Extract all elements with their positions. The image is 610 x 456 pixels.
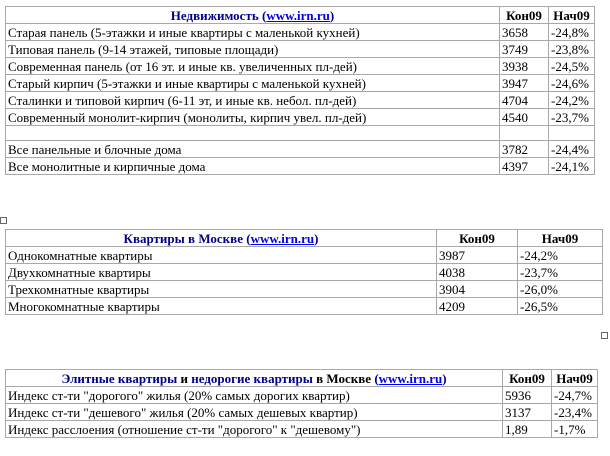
row-label: Сталинки и типовой кирпич (6-11 эт, и иные кв. небол. пл-дей) bbox=[6, 92, 500, 109]
table-row bbox=[6, 41, 595, 58]
row-label: Трехкомнатные квартиры bbox=[6, 281, 437, 298]
row-value-kon09: 3658 bbox=[500, 24, 549, 41]
table-header-row bbox=[6, 230, 603, 247]
row-label: Все монолитные и кирпичные дома bbox=[6, 158, 500, 175]
row-value-nach09: -24,2% bbox=[549, 92, 595, 109]
col-header-kon09: Кон09 bbox=[437, 230, 518, 247]
row-value-nach09: -23,8% bbox=[549, 41, 595, 58]
table-row bbox=[6, 421, 598, 438]
row-value-nach09: -23,7% bbox=[518, 264, 603, 281]
row-label: Типовая панель (9-14 этажей, типовые площади) bbox=[6, 41, 500, 58]
table-title-moscow: в Москве bbox=[316, 370, 372, 386]
row-value-kon09: 4397 bbox=[500, 158, 549, 175]
row-value-nach09: -24,6% bbox=[549, 75, 595, 92]
row-label: Индекс ст-ти "дешевого" жилья (20% самых дешевых квартир) bbox=[6, 404, 503, 421]
row-label: Старая панель (5-этажки и иные квартиры с маленькой кухней) bbox=[6, 24, 500, 41]
table-row bbox=[6, 264, 603, 281]
table-row bbox=[6, 24, 595, 41]
row-value-nach09: -24,1% bbox=[549, 158, 595, 175]
row-label: Современная панель (от 16 эт. и иные кв. увеличенных пл-дей) bbox=[6, 58, 500, 75]
row-value-nach09: -23,4% bbox=[552, 404, 598, 421]
table-title-cheap: недорогие квартиры bbox=[191, 370, 313, 386]
row-value-nach09: -24,2% bbox=[518, 247, 603, 264]
row-value-nach09: -24,7% bbox=[552, 387, 598, 404]
row-value-nach09: -26,0% bbox=[518, 281, 603, 298]
col-header-kon09: Кон09 bbox=[503, 370, 552, 387]
table-row bbox=[6, 387, 598, 404]
elite-vs-cheap-table bbox=[5, 369, 598, 438]
row-value-nach09: -24,8% bbox=[549, 24, 595, 41]
row-value-kon09: 1,89 bbox=[503, 421, 552, 438]
table-row bbox=[6, 75, 595, 92]
irn-link[interactable]: www.irn.ru bbox=[250, 230, 315, 246]
table-row bbox=[6, 281, 603, 298]
real-estate-table bbox=[5, 6, 595, 175]
row-value-nach09: -24,4% bbox=[549, 141, 595, 158]
moscow-apartments-table bbox=[5, 229, 603, 315]
row-value-kon09: 4540 bbox=[500, 109, 549, 126]
irn-link[interactable]: www.irn.ru bbox=[378, 370, 443, 386]
row-value-kon09: 3987 bbox=[437, 247, 518, 264]
table-row bbox=[6, 247, 603, 264]
row-value-nach09: -24,5% bbox=[549, 58, 595, 75]
row-value-kon09: 3904 bbox=[437, 281, 518, 298]
row-value-nach09: -1,7% bbox=[552, 421, 598, 438]
table-title-text: Квартиры в Москве bbox=[123, 230, 243, 246]
col-header-nach09: Нач09 bbox=[549, 7, 595, 24]
table-row bbox=[6, 298, 603, 315]
table-move-handle-icon[interactable] bbox=[0, 217, 7, 224]
row-label: Двухкомнатные квартиры bbox=[6, 264, 437, 281]
empty-row bbox=[6, 126, 595, 141]
row-label: Современный монолит-кирпич (монолиты, кирпич увел. пл-дей) bbox=[6, 109, 500, 126]
row-value-kon09: 3938 bbox=[500, 58, 549, 75]
table-title: Недвижимость (www.irn.ru) bbox=[6, 7, 500, 24]
row-value-kon09: 3782 bbox=[500, 141, 549, 158]
summary-row bbox=[6, 141, 595, 158]
row-value-kon09: 5936 bbox=[503, 387, 552, 404]
col-header-kon09: Кон09 bbox=[500, 7, 549, 24]
row-value-nach09: -26,5% bbox=[518, 298, 603, 315]
row-value-nach09: -23,7% bbox=[549, 109, 595, 126]
table-title-text: Недвижимость bbox=[170, 7, 259, 23]
row-value-kon09: 4704 bbox=[500, 92, 549, 109]
table-resize-handle-icon[interactable] bbox=[601, 332, 608, 339]
row-value-kon09: 4038 bbox=[437, 264, 518, 281]
table-row bbox=[6, 109, 595, 126]
row-label: Многокомнатные квартиры bbox=[6, 298, 437, 315]
table-row bbox=[6, 92, 595, 109]
row-label: Индекс расслоения (отношение ст-ти "дорогого" к "дешевому") bbox=[6, 421, 503, 438]
row-value-kon09: 3137 bbox=[503, 404, 552, 421]
row-value-kon09: 3749 bbox=[500, 41, 549, 58]
table-row bbox=[6, 404, 598, 421]
table-title: Квартиры в Москве (www.irn.ru) bbox=[6, 230, 437, 247]
summary-row bbox=[6, 158, 595, 175]
table-title: Элитные квартиры и недорогие квартиры в Москве (www.irn.ru) bbox=[6, 370, 503, 387]
table-header-row bbox=[6, 7, 595, 24]
row-label: Старый кирпич (5-этажки и иные квартиры с маленькой кухней) bbox=[6, 75, 500, 92]
row-label: Все панельные и блочные дома bbox=[6, 141, 500, 158]
row-value-kon09: 4209 bbox=[437, 298, 518, 315]
col-header-nach09: Нач09 bbox=[552, 370, 598, 387]
row-label: Однокомнатные квартиры bbox=[6, 247, 437, 264]
col-header-nach09: Нач09 bbox=[518, 230, 603, 247]
table-row bbox=[6, 58, 595, 75]
row-value-kon09: 3947 bbox=[500, 75, 549, 92]
row-label: Индекс ст-ти "дорогого" жилья (20% самых дорогих квартир) bbox=[6, 387, 503, 404]
table-title-and: и bbox=[180, 370, 188, 386]
irn-link[interactable]: www.irn.ru bbox=[266, 7, 330, 23]
table-header-row bbox=[6, 370, 598, 387]
table-title-elite: Элитные квартиры bbox=[61, 370, 178, 386]
